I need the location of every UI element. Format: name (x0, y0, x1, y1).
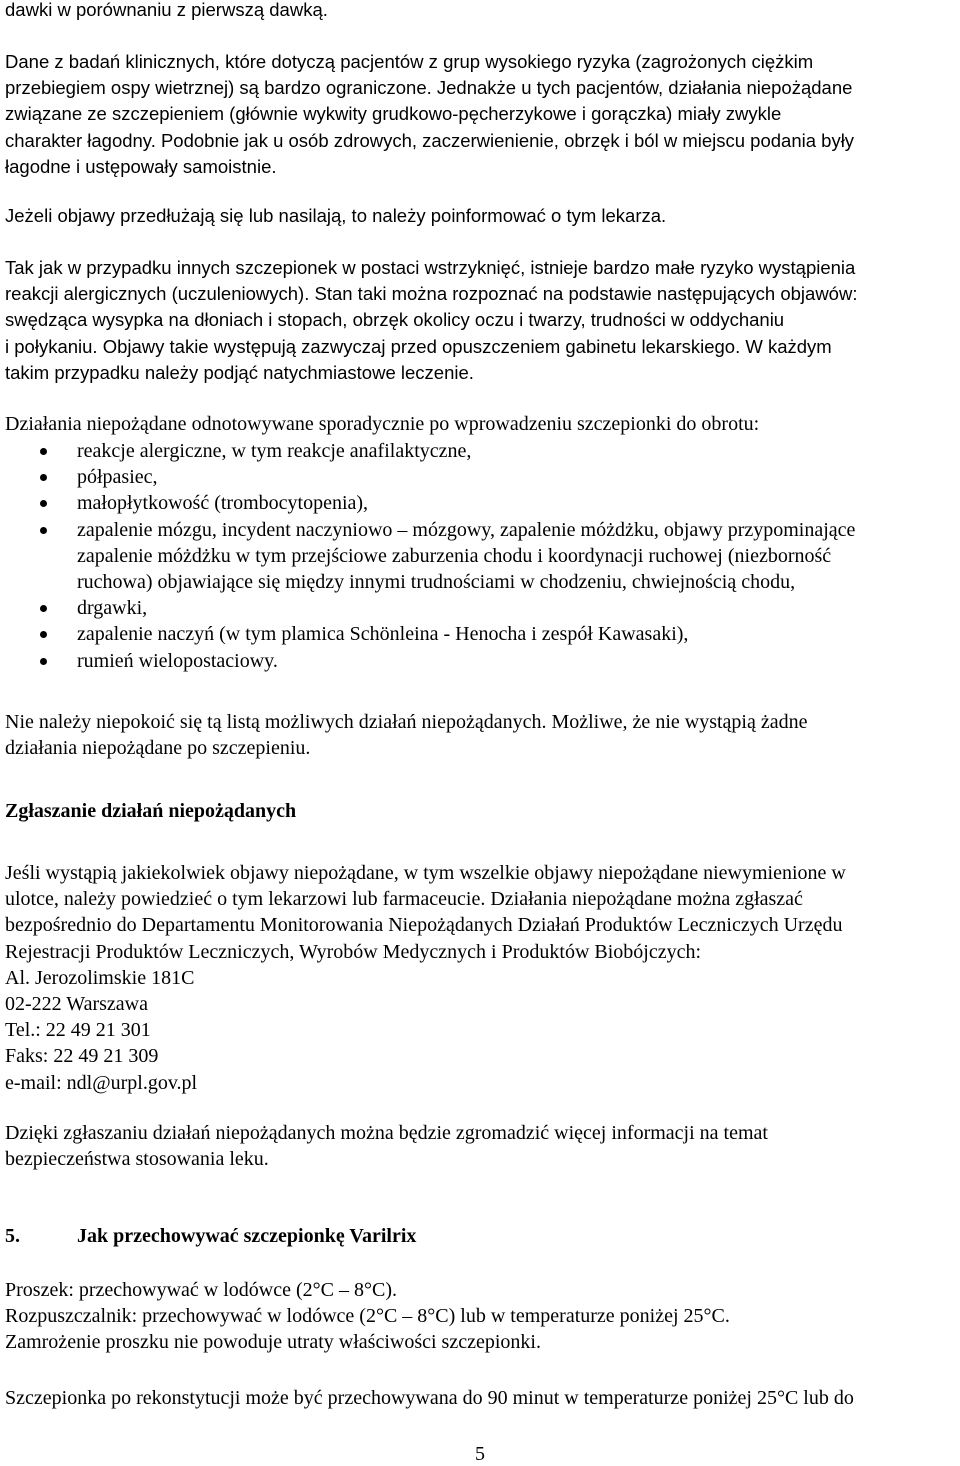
text-line: Rejestracji Produktów Leczniczych, Wyrobów Medycznych i Produktów Biobójczych: (5, 940, 702, 963)
list-item (5, 595, 960, 621)
section-title: Jak przechowywać szczepionkę Varilrix (77, 1225, 417, 1247)
text-line: dawki w porównaniu z pierwszą dawką. (5, 0, 328, 20)
section-number: 5. (5, 1225, 20, 1247)
list-item (5, 464, 960, 490)
text-line: zapalenie naczyń (w tym plamica Schönleina - Henocha i zespół Kawasaki), (77, 623, 689, 646)
list-item (5, 490, 960, 516)
text-line: reakcje alergiczne, w tym reakcje anafilaktyczne, (77, 440, 472, 462)
text-line: bezpośrednio do Departamentu Monitorowania Niepożądanych Działań Produktów Leczniczych Urzędu (5, 914, 843, 937)
paragraph-reconstitution (5, 1385, 960, 1411)
text-line: zapalenie móżdżku w tym przejściowe zaburzenia chodu i koordynacji ruchowej (niezborność (77, 544, 832, 567)
text-line: zapalenie mózgu, incydent naczyniowo – mózgowy, zapalenie móżdżku, objawy przypominające (77, 518, 856, 541)
text-line: Proszek: przechowywać w lodówce (2°C – 8°C). (5, 1279, 398, 1301)
text-line: i połykaniu. Objawy takie występują zazwyczaj przed opuszczeniem gabinetu lekarskiego. W każdym (5, 335, 832, 357)
bullet-icon (40, 527, 47, 534)
paragraph-do-not-worry (5, 709, 960, 761)
paragraph-storage (5, 1277, 960, 1356)
email-line: e-mail: ndl@urpl.gov.pl (5, 1071, 198, 1094)
text-line: Nie należy niepokoić się tą listą możliwych działań niepożądanych. Możliwe, że nie wystąpią żadne (5, 711, 808, 733)
paragraph-allergic-reactions (5, 255, 960, 386)
text-line: Zamrożenie proszku nie powoduje utraty właściwości szczepionki. (5, 1331, 541, 1354)
text-line: Rozpuszczalnik: przechowywać w lodówce (2°C – 8°C) lub w temperaturze poniżej 25°C. (5, 1305, 730, 1328)
paragraph-postmarketing-intro (5, 411, 960, 437)
phone-line: Tel.: 22 49 21 301 (5, 1019, 151, 1042)
page-number: 5 (475, 1443, 485, 1465)
text-line: reakcji alergicznych (uczuleniowych). Stan taki można rozpoznać na podstawie następujących objawów: (5, 283, 858, 305)
text-line: małopłytkowość (trombocytopenia), (77, 492, 369, 515)
text-line: Szczepionka po rekonstytucji może być przechowywana do 90 minut w temperaturze poniżej 25°C lub do (5, 1387, 854, 1409)
paragraph-reporting-contact (5, 860, 960, 1096)
text-line: ulotce, należy powiedzieć o tym lekarzowi lub farmaceucie. Działania niepożądane można zgłaszać (5, 888, 803, 911)
text-line: półpasiec, (77, 466, 158, 489)
text-line: Jeśli wystąpią jakiekolwiek objawy niepożądane, w tym wszelkie objawy niepożądane niewymienione w (5, 862, 846, 884)
text-line: bezpieczeństwa stosowania leku. (5, 1148, 269, 1171)
list-item (5, 517, 960, 596)
text-line: takim przypadku należy podjąć natychmiastowe leczenie. (5, 361, 474, 383)
section-5-heading (5, 1223, 960, 1249)
paragraph-reporting-benefit (5, 1120, 960, 1172)
list-item (5, 648, 960, 674)
adverse-effects-list (5, 438, 960, 674)
paragraph-inform-doctor (5, 203, 960, 229)
text-line: związane ze szczepieniem (głównie wykwity grudkowo-pęcherzykowe i gorączka) miały zwykle (5, 103, 782, 125)
heading-text: Zgłaszanie działań niepożądanych (5, 800, 297, 822)
paragraph-dose-comparison (5, 0, 960, 23)
text-line: przebiegiem ospy wietrznej) są bardzo ograniczone. Jednakże u tych pacjentów, działania niepożądane (5, 77, 853, 99)
heading-reporting (5, 798, 960, 824)
text-line: ruchowa) objawiające się między innymi trudnościami w chodzeniu, chwiejnością chodu, (77, 571, 796, 594)
text-line: drgawki, (77, 597, 148, 620)
fax-line: Faks: 22 49 21 309 (5, 1045, 159, 1068)
bullet-icon (40, 658, 47, 665)
postal-code-line: 02-222 Warszawa (5, 993, 148, 1016)
list-item (5, 438, 960, 464)
text-line: swędząca wysypka na dłoniach i stopach, obrzęk okolicy oczu i twarzy, trudności w oddychaniu (5, 309, 785, 331)
text-line: charakter łagodny. Podobnie jak u osób zdrowych, zaczerwienienie, obrzęk i ból w miejscu podania były (5, 129, 855, 151)
address-line: Al. Jerozolimskie 181C (5, 966, 195, 989)
bullet-icon (40, 631, 47, 638)
bullet-icon (40, 448, 47, 455)
text-line: Dzięki zgłaszaniu działań niepożądanych można będzie zgromadzić więcej informacji na temat (5, 1122, 768, 1144)
text-line: Tak jak w przypadku innych szczepionek w postaci wstrzyknięć, istnieje bardzo małe ryzyko wystąpienia (5, 257, 856, 278)
text-line: łagodne i ustępowały samoistnie. (5, 155, 277, 177)
text-line: Działania niepożądane odnotowywane sporadycznie po wprowadzeniu szczepionki do obrotu: (5, 413, 760, 435)
paragraph-clinical-data (5, 49, 960, 180)
text-line: Dane z badań klinicznych, które dotyczą pacjentów z grup wysokiego ryzyka (zagrożonych ciężkim (5, 51, 814, 72)
bullet-icon (40, 500, 47, 507)
bullet-icon (40, 605, 47, 612)
text-line: Jeżeli objawy przedłużają się lub nasilają, to należy poinformować o tym lekarza. (5, 205, 667, 226)
list-item (5, 621, 960, 647)
text-line: działania niepożądane po szczepieniu. (5, 737, 311, 760)
bullet-icon (40, 474, 47, 481)
text-line: rumień wielopostaciowy. (77, 649, 278, 672)
